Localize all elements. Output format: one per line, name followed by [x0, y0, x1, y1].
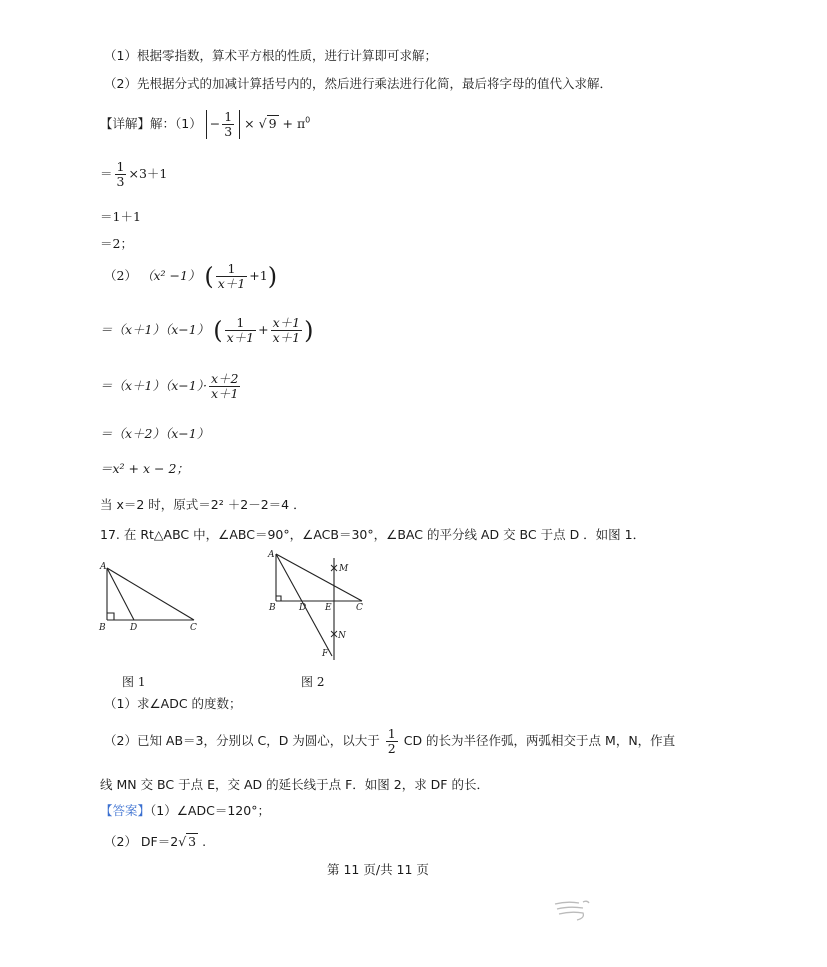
detail-tag: 【详解】解：（1）	[100, 115, 202, 131]
detail-line-2: ＝ $\frac{1}{3}$ ×3＋1	[100, 159, 168, 189]
detail-line-4: ＝2；	[100, 236, 133, 251]
analysis-line-1: （1）根据零指数，算术平方根的性质，进行计算即可求解；	[104, 48, 437, 63]
detail-line-6: ＝（x＋1）（x−1） ( $\frac{1}{x+1}$ + $\frac{x+1}{x+1}$ )	[100, 315, 314, 345]
detail-line-1: 【详解】解：（1） − $\frac{1}{3}$ × √ $9 + \pi^0$	[100, 109, 311, 139]
question-1: （1）求∠ADC 的度数；	[104, 696, 242, 711]
scribble-mark	[553, 898, 591, 924]
fig2-label-A: A	[268, 550, 275, 560]
abs-value: − $\frac{1}{3}$	[206, 110, 240, 139]
fig1-label-D: D	[130, 623, 138, 633]
figure-1-caption: 图 1	[122, 675, 146, 689]
question-2-line-1: （2）已知 AB＝3，分别以 C，D 为圆心，以大于 $\frac{1}{2}$ CD 的长为半径作弧，两弧相交于点 M，N，作直	[104, 726, 676, 756]
fig2-label-D: D	[299, 603, 307, 613]
detail-line-10: 当 x＝2 时，原式＝2² ＋2－2＝4 ．	[100, 497, 306, 512]
answer-1: 【答案】（1）∠ADC＝120°；	[100, 803, 270, 818]
detail-line-9: ＝x² + x − 2；	[100, 461, 189, 476]
figure-2-caption: 图 2	[301, 675, 325, 689]
detail-line-5: （2） （x² −1） ( $\frac{1}{x+1}$ +1)	[104, 261, 278, 291]
fig2-label-E: E	[325, 603, 332, 613]
fig2-label-B: B	[269, 603, 276, 613]
page-footer: 第 11 页/共 11 页	[327, 862, 429, 877]
fig1-label-A: A	[100, 562, 107, 572]
detail-line-3: ＝1＋1	[100, 209, 141, 224]
analysis-line-2: （2）先根据分式的加减计算括号内的，然后进行乘法进行化简，最后将字母的值代入求解．	[104, 76, 612, 91]
answer-2: （2） DF＝2√ 3 .	[104, 834, 207, 849]
problem-statement: 17. 在 Rt△ABC 中，∠ABC＝90°，∠ACB＝30°，∠BAC 的平分线 AD 交 BC 于点 D ．如图 1．	[100, 527, 646, 542]
fig2-label-N: N	[338, 631, 346, 641]
answer-tag: 【答案】	[100, 803, 151, 818]
detail-line-7: ＝（x＋1）（x−1）· $\frac{x+2}{x+1}$	[100, 371, 239, 401]
figure-2	[262, 550, 372, 665]
detail-line-8: ＝（x＋2）（x−1）	[100, 426, 210, 441]
fig2-label-F: F	[322, 649, 329, 659]
question-2-line-2: 线 MN 交 BC 于点 E，交 AD 的延长线于点 F．如图 2，求 DF 的长．	[100, 777, 489, 792]
fig1-label-C: C	[190, 623, 197, 633]
figure-1	[96, 558, 206, 634]
fig1-label-B: B	[99, 623, 106, 633]
fig2-label-M: M	[339, 564, 349, 574]
fig2-label-C: C	[356, 603, 363, 613]
